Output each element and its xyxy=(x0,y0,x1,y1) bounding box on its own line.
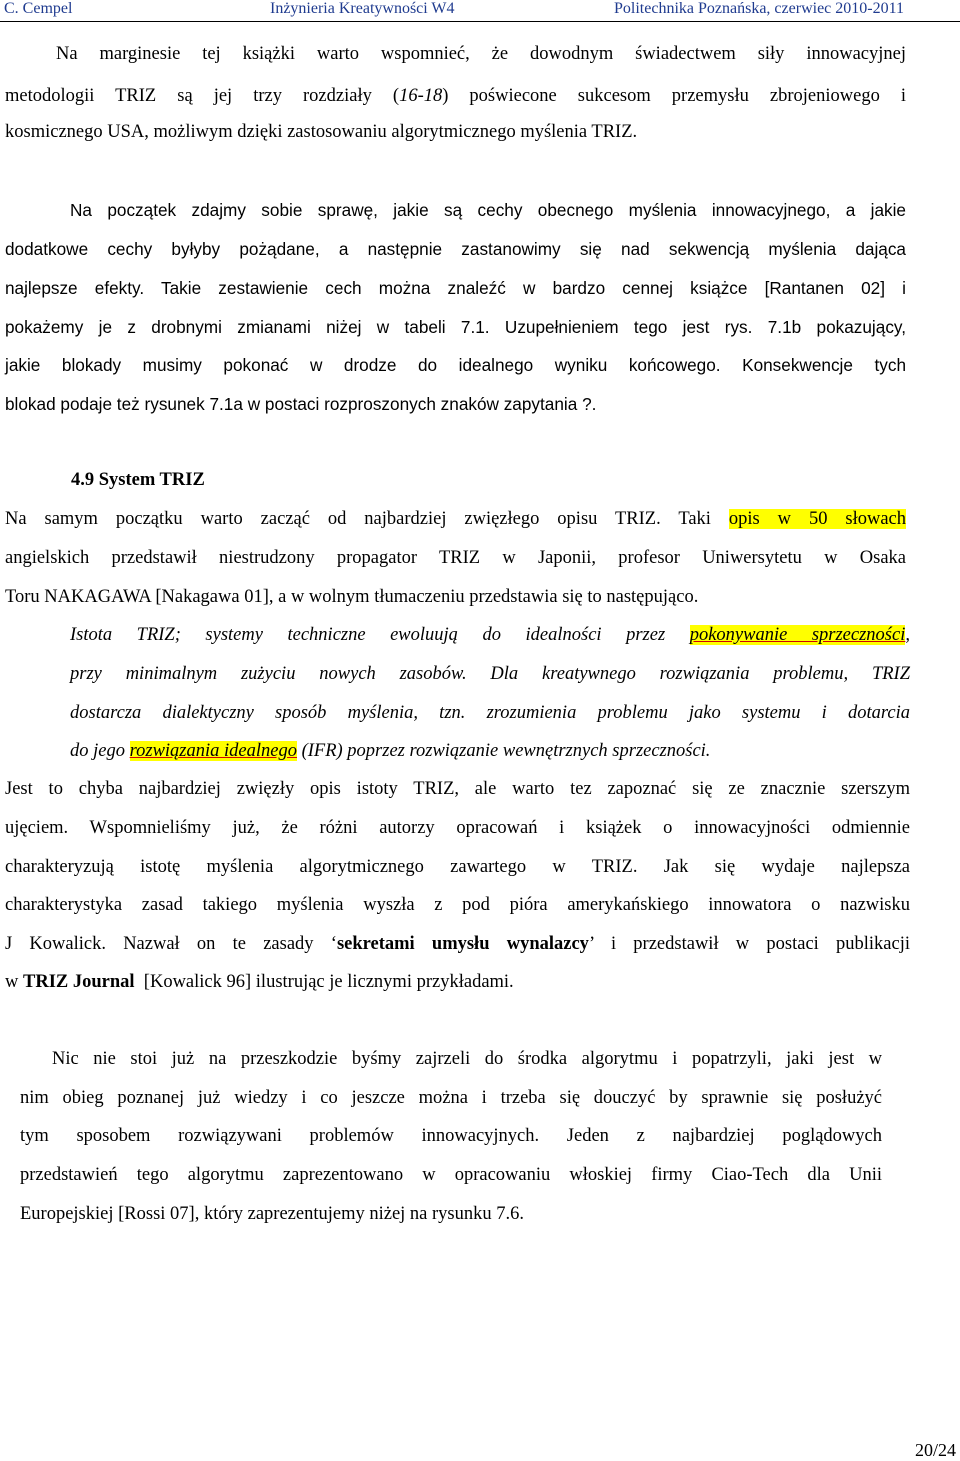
paragraph-3-line-2: angielskich przedstawił niestrudzony propagator TRIZ w Japonii, profesor Uniwersytetu w Osaka xyxy=(5,548,906,568)
paragraph-2-line-5: jakie blokady musimy pokonać w drodze do idealnego wyniku końcowego. Konsekwencje tych xyxy=(5,355,906,375)
paragraph-1-line-3: kosmicznego USA, możliwym dzięki zastosowaniu algorytmicznego myślenia TRIZ. xyxy=(5,122,638,142)
paragraph-1-line-1: Na marginesie tej książki warto wspomnieć, że dowodnym świadectwem siły innowacyjnej xyxy=(56,44,906,64)
paragraph-2-line-2: dodatkowe cechy byłyby pożądane, a następnie zastanowimy się nad sekwencją myślenia dająca xyxy=(5,239,906,259)
paragraph-4-line-1: Jest to chyba najbardziej zwięzły opis istoty TRIZ, ale warto tez zapoznać się ze znacznie szerszym xyxy=(5,779,910,799)
text-run: ) poświecone sukcesom przemysłu zbrojeniowego i xyxy=(442,86,907,106)
paragraph-5-line-5: Europejskiej [Rossi 07], który zaprezentujemy niżej na rysunku 7.6. xyxy=(20,1204,524,1224)
text-run: [Kowalick 96] ilustrując je licznymi przykładami. xyxy=(134,972,514,992)
text-run: , xyxy=(905,625,910,645)
quote-line-1 xyxy=(70,624,910,646)
bold-term: TRIZ Journal xyxy=(23,972,135,992)
highlighted-text: rozwiązania idealnego xyxy=(129,741,297,761)
quote-line-3: dostarcza dialektyczny sposób myślenia, tzn. zrozumienia problemu jako systemu i dotarcia xyxy=(70,703,910,723)
paragraph-2-line-4: pokażemy je z drobnymi zmianami niżej w tabeli 7.1. Uzupełnieniem tego jest rys. 7.1b pokazujący, xyxy=(5,317,906,337)
paragraph-4-line-5 xyxy=(5,933,910,955)
highlighted-text: pokonywanie sprzeczności xyxy=(689,625,906,645)
paragraph-5-line-1: Nic nie stoi już na przeszkodzie byśmy zajrzeli do środka algorytmu i popatrzyli, jaki jest w xyxy=(52,1049,882,1069)
page-number: 20/24 xyxy=(914,1440,956,1460)
header-institution-date: Politechnika Poznańska, czerwiec 2010-2011 xyxy=(614,0,904,17)
paragraph-1-line-2 xyxy=(5,85,906,107)
header-author: C. Cempel xyxy=(4,0,73,17)
paragraph-4-line-2: ujęciem. Wspomnieliśmy już, że różni autorzy opracowań i książek o innowacyjności odmiennie xyxy=(5,818,910,838)
highlighted-text: opis w 50 słowach xyxy=(728,509,906,529)
quote-line-4 xyxy=(70,740,710,762)
text-run: Istota TRIZ; systemy techniczne ewoluują do idealności przez xyxy=(70,625,690,645)
paragraph-4-line-6 xyxy=(5,971,514,993)
text-run: J Kowalick. Nazwał on te zasady ‘ xyxy=(5,934,337,954)
paragraph-5-line-2: nim obieg poznanej już wiedzy i co jeszcze można i trzeba się douczyć by sprawnie się posłużyć xyxy=(20,1088,882,1108)
paragraph-4-line-3: charakteryzują istotę myślenia algorytmicznego zawartego w TRIZ. Jak się wydaje najlepsza xyxy=(5,857,910,877)
chapter-range: 16-18 xyxy=(399,86,443,106)
paragraph-4-line-4: charakterystyka zasad takiego myślenia wyszła z pod pióra amerykańskiego innowatora o nazwisku xyxy=(5,895,910,915)
paragraph-5-line-4: przedstawień tego algorytmu zaprezentowano w opracowaniu włoskiej firmy Ciao-Tech dla Unii xyxy=(20,1165,882,1185)
paragraph-3-line-1 xyxy=(5,508,906,530)
text-run: (IFR) poprzez rozwiązanie wewnętrznych sprzeczności. xyxy=(296,741,711,761)
paragraph-5-line-3: tym sposobem rozwiązywani problemów innowacyjnych. Jeden z najbardziej poglądowych xyxy=(20,1126,882,1146)
paragraph-2-line-3: najlepsze efekty. Takie zestawienie cech można znaleźć w bardzo cennej książce [Rantanen 02] i xyxy=(5,278,906,298)
paragraph-2-line-6: blokad podaje też rysunek 7.1a w postaci rozproszonych znaków zapytania ?. xyxy=(5,394,597,414)
text-run: do jego xyxy=(70,741,130,761)
section-heading: 4.9 System TRIZ xyxy=(71,470,205,490)
quote-line-2: przy minimalnym zużyciu nowych zasobów. Dla kreatywnego rozwiązania problemu, TRIZ xyxy=(70,664,910,684)
paragraph-2-line-1: Na początek zdajmy sobie sprawę, jakie są cechy obecnego myślenia innowacyjnego, a jakie xyxy=(70,200,906,220)
text-run: Na samym początku warto zacząć od najbardziej zwięzłego opisu TRIZ. Taki xyxy=(5,509,729,529)
page-header xyxy=(0,0,960,22)
text-run: ’ i przedstawił w postaci publikacji xyxy=(588,934,910,954)
paragraph-3-line-3: Toru NAKAGAWA [Nakagawa 01], a w wolnym tłumaczeniu przedstawia się to następująco. xyxy=(5,587,699,607)
bold-term: sekretami umysłu wynalazcy xyxy=(336,934,589,954)
text-run: metodologii TRIZ są jej trzy rozdziały ( xyxy=(5,86,400,106)
header-course-title: Inżynieria Kreatywności W4 xyxy=(270,0,455,17)
text-run: w xyxy=(5,972,23,992)
